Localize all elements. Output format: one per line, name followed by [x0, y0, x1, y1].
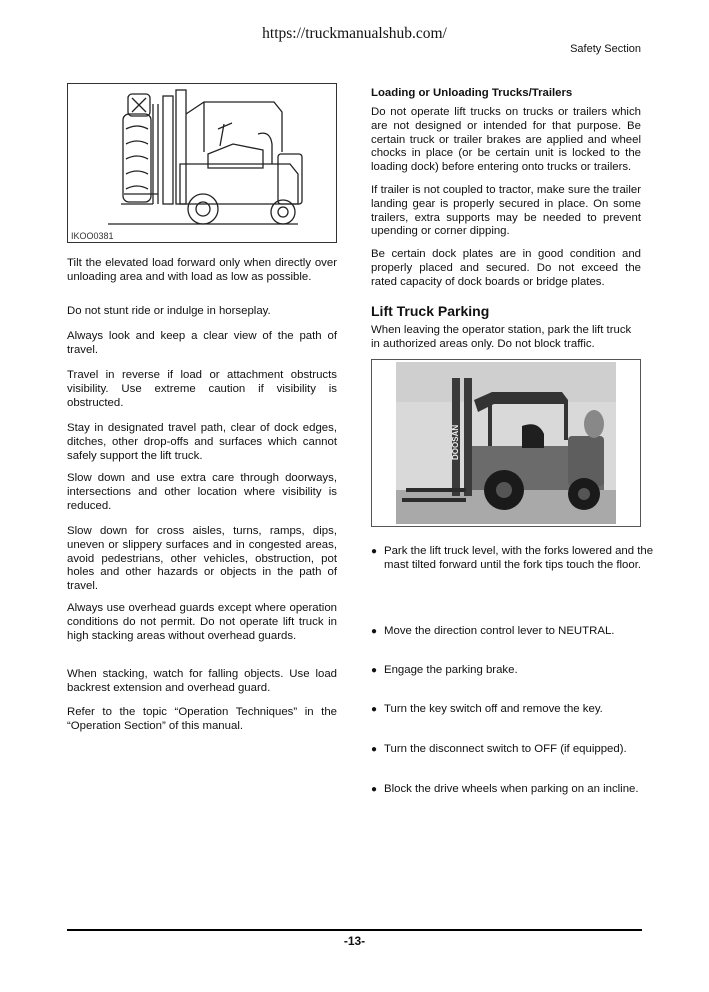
left-paragraph: Refer to the topic “Operation Techniques” in the “Operation Section” of this manual. [67, 706, 337, 732]
forklift-line-drawing [67, 83, 337, 243]
bullet-dot-icon: ● [371, 743, 378, 755]
photo-brand-text: DOOSAN [451, 424, 460, 460]
bullet-dot-icon: ● [371, 783, 378, 795]
footer-rule [67, 929, 642, 931]
bullet-dot-icon: ● [371, 665, 378, 677]
loading-paragraph: If trailer is not coupled to tractor, make sure the trailer landing gear is properly secured in place. On some trailers, extra supports may be needed to prevent upending or corner dipping. [371, 184, 641, 238]
bullet-item [371, 545, 654, 573]
left-paragraph: Travel in reverse if load or attachment obstructs visibility. Use extreme caution if visibility is obstructed. [67, 369, 337, 409]
bullet-dot-icon: ● [371, 625, 378, 637]
left-paragraph: Stay in designated travel path, clear of dock edges, ditches, other drop-offs and surfaces which cannot safely support the lift truck. [67, 422, 337, 462]
bullet-text: Turn the key switch off and remove the key. [384, 703, 603, 716]
bullet-item [371, 703, 654, 717]
bullet-item [371, 743, 654, 757]
bullet-text: Park the lift truck level, with the forks lowered and the mast tilted forward until the fork tips touch the floor. [384, 545, 654, 571]
bullet-item [371, 625, 654, 639]
bullet-text: Turn the disconnect switch to OFF (if equipped). [384, 742, 627, 755]
figure-caption: IKOO0381 [71, 231, 114, 241]
left-paragraph: Slow down and use extra care through doorways, intersections and other location where visibility is reduced. [67, 472, 337, 512]
bullet-dot-icon: ● [371, 546, 378, 557]
bullet-text: Engage the parking brake. [384, 664, 518, 677]
bullet-item [371, 783, 654, 797]
left-paragraph: When stacking, watch for falling objects. Use load backrest extension and overhead guard. [67, 668, 337, 694]
section-title: Safety Section [570, 43, 641, 55]
header-url[interactable]: https://truckmanualshub.com/ [262, 25, 447, 42]
parking-heading: Lift Truck Parking [371, 303, 490, 319]
forklift-photo-svg [372, 360, 640, 526]
left-paragraph: Always use overhead guards except where operation conditions do not permit. Do not operate lift truck in high stacking areas without overhead guards. [67, 602, 337, 642]
loading-paragraph: Do not operate lift trucks on trucks or trailers which are not designed or intended for that purpose. Be certain truck or trailer brakes are applied and wheel chocks in place (or be certain unit is locked to the loading dock) before entering onto trucks or trailers. [371, 106, 641, 174]
left-paragraph: Do not stunt ride or indulge in horseplay. [67, 305, 271, 317]
bullet-dot-icon: ● [371, 704, 378, 716]
loading-paragraph: Be certain dock plates are in good condition and properly placed and secured. Do not exceed the rated capacity of dock boards or bridge plates. [371, 248, 641, 288]
loading-heading: Loading or Unloading Trucks/Trailers [371, 87, 573, 99]
left-paragraph: Slow down for cross aisles, turns, ramps, dips, uneven or slippery surfaces and in congested areas, avoid pedestrians, other vehicles, obstruction, pot holes and other hazards or objects in the path of travel. [67, 525, 337, 593]
bullet-item [371, 664, 654, 678]
forklift-drawing-svg [68, 84, 336, 242]
left-paragraph: Always look and keep a clear view of the path of travel. [67, 330, 337, 356]
left-paragraph: Tilt the elevated load forward only when directly over unloading area and with load as low as possible. [67, 257, 337, 283]
bullet-text: Block the drive wheels when parking on an incline. [384, 782, 639, 795]
forklift-photo [371, 359, 641, 527]
bullet-text: Move the direction control lever to NEUTRAL. [384, 624, 615, 637]
page-number: -13- [343, 934, 366, 948]
parking-intro: When leaving the operator station, park the lift truck in authorized areas only. Do not block traffic. [371, 324, 632, 350]
